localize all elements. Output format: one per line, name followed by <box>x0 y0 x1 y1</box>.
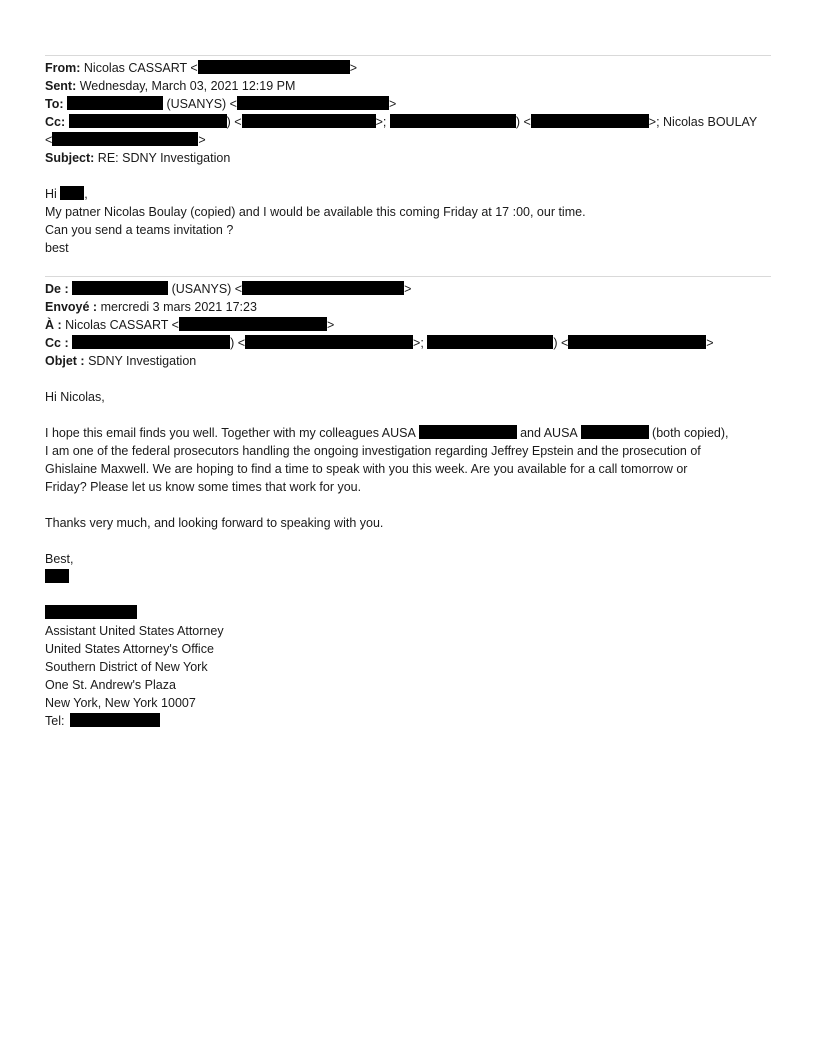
greeting-end: , <box>84 187 88 201</box>
signature-line: United States Attorney's Office <box>45 642 214 656</box>
signature-line: Southern District of New York <box>45 660 208 674</box>
cc-part: < <box>45 133 53 147</box>
email1-from-line <box>45 59 357 77</box>
to-end: > <box>389 97 397 111</box>
de-end: > <box>404 282 412 296</box>
from-name: Nicolas CASSART < <box>83 61 198 75</box>
cc-part: >; Nicolas BOULAY <box>648 115 758 129</box>
redaction-block <box>179 317 327 331</box>
redaction-block <box>70 713 160 727</box>
redaction-block <box>581 425 649 439</box>
de-mid: (USANYS) < <box>171 282 243 296</box>
envoye-label: Envoyé : <box>45 300 98 314</box>
redaction-block <box>531 114 649 128</box>
objet-value: SDNY Investigation <box>88 354 197 368</box>
signature-name-redaction <box>45 604 137 622</box>
email2-a-line <box>45 316 334 334</box>
email2-signoff-redaction <box>45 568 69 586</box>
header-divider <box>45 276 771 277</box>
cc-part: > <box>706 336 714 350</box>
email2-greeting: Hi Nicolas, <box>45 390 105 404</box>
redaction-block <box>568 335 706 349</box>
signature-line: Assistant United States Attorney <box>45 624 224 638</box>
email1-greeting <box>45 185 88 203</box>
email2-envoye-line <box>45 298 257 316</box>
redaction-block <box>72 281 168 295</box>
email1-sent-line <box>45 77 295 95</box>
from-label: From: <box>45 61 81 75</box>
header-divider-top <box>45 55 771 56</box>
to-mid: (USANYS) < <box>166 97 237 111</box>
cc-label: Cc: <box>45 115 66 129</box>
de-label: De : <box>45 282 69 296</box>
redaction-block <box>427 335 553 349</box>
cc-part: ) < <box>515 115 531 129</box>
redaction-block <box>72 335 230 349</box>
p1-text: (both copied), <box>652 426 729 440</box>
a-end: > <box>326 318 335 332</box>
redaction-block <box>45 605 137 619</box>
greeting-hi: Hi <box>45 187 57 201</box>
email2-paragraph-line: I am one of the federal prosecutors handling the ongoing investigation regarding Jeffrey Epstein and the prosecution of <box>45 444 701 458</box>
email1-cc-line <box>45 113 757 131</box>
cc-label: Cc : <box>45 336 69 350</box>
redaction-block <box>419 425 517 439</box>
redaction-block <box>245 335 413 349</box>
redaction-block <box>52 132 198 146</box>
redaction-block <box>60 186 84 200</box>
cc-part: ) < <box>226 115 242 129</box>
redaction-block <box>242 114 376 128</box>
envoye-value: mercredi 3 mars 2021 17:23 <box>100 300 257 314</box>
email2-paragraph-line <box>45 424 728 442</box>
objet-label: Objet : <box>45 354 85 368</box>
email2-objet-line <box>45 352 196 370</box>
email1-body-line: best <box>45 241 69 255</box>
cc-part: ) < <box>553 336 569 350</box>
email2-paragraph-line: Friday? Please let us know some times that work for you. <box>45 480 362 494</box>
signature-line: New York, New York 10007 <box>45 696 196 710</box>
redaction-block <box>45 569 69 583</box>
p1-text: and AUSA <box>520 426 578 440</box>
a-name: Nicolas CASSART < <box>65 318 179 332</box>
email2-cc-line <box>45 334 714 352</box>
redaction-block <box>198 60 350 74</box>
tel-label: Tel: <box>45 714 65 728</box>
from-end: > <box>349 61 358 75</box>
subject-value: RE: SDNY Investigation <box>97 151 231 165</box>
redaction-block <box>390 114 516 128</box>
email2-de-line <box>45 280 411 298</box>
email1-cc-line2 <box>45 131 206 149</box>
redaction-block <box>237 96 389 110</box>
redaction-block <box>242 281 404 295</box>
cc-part: >; <box>413 336 424 350</box>
a-label: À : <box>45 318 62 332</box>
cc-part: ) < <box>230 336 246 350</box>
to-label: To: <box>45 97 64 111</box>
email1-body-line: Can you send a teams invitation ? <box>45 223 234 237</box>
redaction-block <box>69 114 227 128</box>
email2-paragraph-line: Thanks very much, and looking forward to speaking with you. <box>45 516 384 530</box>
email1-subject-line <box>45 149 230 167</box>
cc-part: > <box>198 133 206 147</box>
redaction-block <box>67 96 163 110</box>
email2-paragraph-line: Ghislaine Maxwell. We are hoping to find a time to speak with you this week. Are you available for a call tomorrow or <box>45 462 688 476</box>
email1-to-line <box>45 95 396 113</box>
signature-line: One St. Andrew's Plaza <box>45 678 176 692</box>
email2-signoff: Best, <box>45 552 74 566</box>
sent-label: Sent: <box>45 79 77 93</box>
email1-body-line: My patner Nicolas Boulay (copied) and I would be available this coming Friday at 17 :00, our time. <box>45 205 586 219</box>
subject-label: Subject: <box>45 151 95 165</box>
p1-text: I hope this email finds you well. Together with my colleagues AUSA <box>45 426 416 440</box>
sent-value: Wednesday, March 03, 2021 12:19 PM <box>79 79 296 93</box>
cc-part: >; <box>375 115 387 129</box>
signature-tel-line <box>45 712 160 730</box>
